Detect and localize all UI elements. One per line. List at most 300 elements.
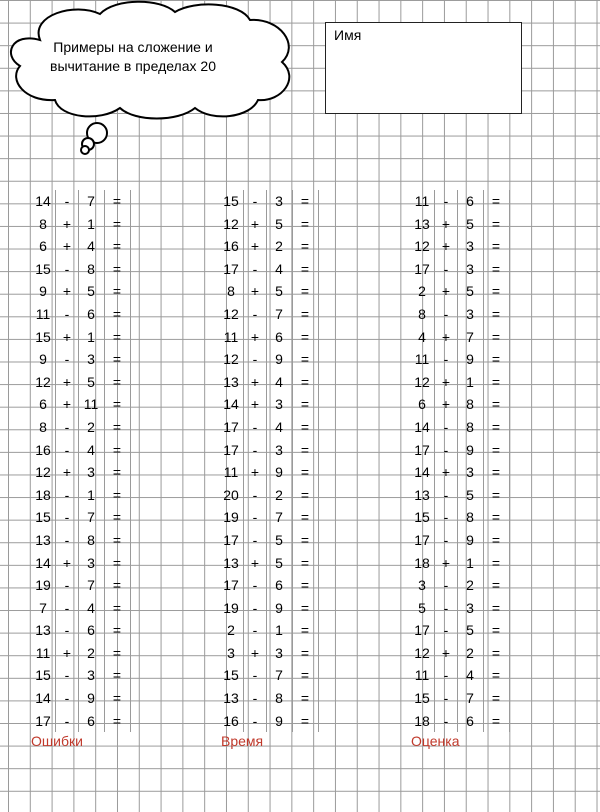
equals-sign: =: [300, 531, 310, 548]
equals-sign: =: [300, 667, 310, 684]
operand-a: 18: [414, 554, 430, 571]
operand-b: 7: [87, 193, 95, 209]
operator: -: [443, 509, 449, 526]
grid-line: [318, 190, 319, 213]
operator: -: [443, 712, 449, 729]
grid-line: [483, 642, 484, 665]
grid-line: [243, 416, 244, 439]
grid-line: [292, 258, 293, 281]
grid-line: [483, 461, 484, 484]
operand-b: 3: [87, 667, 95, 684]
operator: -: [252, 690, 258, 707]
grid-line: [55, 552, 56, 575]
operand-a: 6: [418, 396, 426, 413]
grid-line: [104, 213, 105, 236]
grid-line: [130, 393, 131, 416]
grid-line: [509, 190, 510, 213]
grid-line: [55, 619, 56, 642]
operand-a: 4: [418, 328, 426, 345]
operand-a: 2: [418, 283, 426, 300]
operand-b: 4: [87, 441, 95, 458]
operator: -: [64, 667, 70, 684]
operand-b: 5: [466, 622, 474, 639]
operator: +: [441, 644, 451, 661]
equals-sign: =: [491, 486, 501, 503]
grid-line: [434, 416, 435, 439]
grid-line: [434, 664, 435, 687]
operand-b: 4: [275, 373, 283, 390]
operator: +: [62, 328, 72, 345]
equals-sign: =: [112, 283, 122, 300]
grid-line: [292, 190, 293, 213]
equals-sign: =: [491, 283, 501, 300]
operand-a: 11: [414, 667, 430, 684]
grid-line: [243, 552, 244, 575]
grid-line: [55, 439, 56, 462]
operator: +: [441, 464, 451, 481]
grid-line: [434, 235, 435, 258]
grid-line: [292, 642, 293, 665]
operator: +: [62, 373, 72, 390]
equals-sign: =: [491, 305, 501, 322]
grid-line: [483, 506, 484, 529]
operator: +: [250, 215, 260, 232]
grid-line: [130, 484, 131, 507]
operand-b: 9: [87, 690, 95, 707]
grid-line: [318, 664, 319, 687]
grid-line: [243, 371, 244, 394]
grid-line: [483, 687, 484, 710]
grid-line: [130, 597, 131, 620]
grid-line: [243, 484, 244, 507]
grid-line: [318, 280, 319, 303]
grid-line: [318, 416, 319, 439]
grid-line: [483, 393, 484, 416]
grid-line: [55, 235, 56, 258]
equals-sign: =: [491, 531, 501, 548]
operator: -: [443, 260, 449, 277]
grid-line: [55, 506, 56, 529]
operand-a: 12: [414, 238, 430, 255]
grid-line: [55, 280, 56, 303]
operand-a: 15: [35, 260, 51, 277]
operand-b: 6: [87, 712, 95, 729]
grid-line: [509, 461, 510, 484]
operator: -: [443, 622, 449, 639]
grid-line: [104, 258, 105, 281]
grid-line: [434, 506, 435, 529]
equals-sign: =: [491, 644, 501, 661]
operand-b: 3: [466, 260, 474, 277]
grid-line: [509, 710, 510, 733]
operator: -: [443, 531, 449, 548]
operand-a: 14: [35, 554, 51, 571]
grid-line: [243, 439, 244, 462]
operator: -: [443, 486, 449, 503]
grid-line: [104, 235, 105, 258]
grid-line: [104, 416, 105, 439]
grid-line: [509, 371, 510, 394]
equals-sign: =: [300, 712, 310, 729]
operator: -: [252, 712, 258, 729]
grid-line: [104, 642, 105, 665]
grid-line: [104, 687, 105, 710]
grid-line: [104, 461, 105, 484]
grid-line: [55, 348, 56, 371]
operand-a: 14: [414, 464, 430, 481]
operand-b: 1: [466, 373, 474, 390]
grid-line: [104, 484, 105, 507]
grid-line: [130, 190, 131, 213]
operand-a: 13: [414, 215, 430, 232]
operand-b: 7: [275, 305, 283, 322]
operand-b: 1: [87, 328, 95, 345]
operator: +: [441, 215, 451, 232]
operand-a: 20: [223, 486, 239, 503]
operator: -: [443, 193, 449, 209]
grid-line: [318, 529, 319, 552]
grid-line: [130, 348, 131, 371]
operand-b: 4: [87, 599, 95, 616]
grid-line: [434, 326, 435, 349]
grid-line: [483, 371, 484, 394]
grid-line: [434, 484, 435, 507]
operand-b: 7: [466, 328, 474, 345]
operator: -: [252, 305, 258, 322]
operand-b: 1: [87, 486, 95, 503]
equals-sign: =: [112, 396, 122, 413]
equals-sign: =: [300, 644, 310, 661]
operator: +: [441, 554, 451, 571]
operand-b: 4: [87, 238, 95, 255]
grid-line: [243, 687, 244, 710]
operator: -: [64, 260, 70, 277]
operator: +: [250, 238, 260, 255]
operator: -: [64, 531, 70, 548]
grid-line: [434, 529, 435, 552]
grid-line: [318, 439, 319, 462]
operand-b: 3: [87, 554, 95, 571]
equals-sign: =: [300, 418, 310, 435]
grid-line: [130, 506, 131, 529]
operand-a: 15: [414, 509, 430, 526]
operand-b: 3: [275, 193, 283, 209]
grid-line: [483, 416, 484, 439]
grid-line: [434, 280, 435, 303]
grid-line: [292, 552, 293, 575]
operand-b: 3: [87, 351, 95, 368]
operand-a: 14: [35, 193, 51, 209]
grid-line: [509, 393, 510, 416]
grid-line: [104, 280, 105, 303]
equals-sign: =: [112, 712, 122, 729]
grid-line: [292, 371, 293, 394]
grid-line: [509, 687, 510, 710]
grid-line: [292, 235, 293, 258]
grid-line: [318, 710, 319, 733]
operator: -: [64, 622, 70, 639]
grid-line: [243, 303, 244, 326]
equals-sign: =: [112, 441, 122, 458]
grid-line: [243, 642, 244, 665]
operand-b: 9: [466, 531, 474, 548]
grid-line: [292, 529, 293, 552]
operand-a: 11: [35, 644, 51, 661]
operand-b: 3: [275, 441, 283, 458]
grid-line: [318, 687, 319, 710]
name-box: [325, 22, 522, 114]
operand-a: 14: [35, 690, 51, 707]
equals-sign: =: [491, 328, 501, 345]
equals-sign: =: [112, 690, 122, 707]
operand-a: 17: [223, 531, 239, 548]
operand-b: 2: [275, 238, 283, 255]
equals-sign: =: [300, 328, 310, 345]
operator: -: [443, 667, 449, 684]
grid-line: [292, 484, 293, 507]
grid-line: [434, 371, 435, 394]
operand-a: 6: [39, 396, 47, 413]
operand-a: 11: [223, 464, 239, 481]
equals-sign: =: [491, 464, 501, 481]
errors-label: Ошибки: [31, 733, 83, 749]
operator: -: [64, 441, 70, 458]
operator: +: [62, 464, 72, 481]
operand-a: 17: [223, 260, 239, 277]
operator: -: [252, 509, 258, 526]
operand-b: 8: [466, 509, 474, 526]
operand-a: 9: [39, 351, 47, 368]
grid-line: [434, 393, 435, 416]
grid-line: [318, 393, 319, 416]
operator: -: [252, 622, 258, 639]
grid-line: [104, 619, 105, 642]
grid-line: [509, 280, 510, 303]
grid-line: [292, 439, 293, 462]
grid-line: [292, 326, 293, 349]
grid-line: [130, 213, 131, 236]
operator: -: [252, 418, 258, 435]
grid-line: [318, 574, 319, 597]
equals-sign: =: [300, 690, 310, 707]
grid-line: [318, 552, 319, 575]
operator: +: [441, 238, 451, 255]
equals-sign: =: [491, 396, 501, 413]
grid-line: [243, 597, 244, 620]
grid-line: [130, 574, 131, 597]
grid-line: [509, 439, 510, 462]
grid-line: [243, 529, 244, 552]
grid-line: [318, 371, 319, 394]
grid-line: [292, 213, 293, 236]
grid-line: [434, 619, 435, 642]
grid-line: [130, 710, 131, 733]
operator: -: [252, 577, 258, 594]
grid-line: [104, 190, 105, 213]
operand-b: 6: [87, 622, 95, 639]
operand-a: 8: [418, 305, 426, 322]
grid-line: [292, 280, 293, 303]
equals-sign: =: [112, 531, 122, 548]
operand-b: 4: [466, 667, 474, 684]
operator: -: [64, 577, 70, 594]
grid-line: [243, 280, 244, 303]
operator: -: [443, 441, 449, 458]
operand-a: 3: [227, 644, 235, 661]
grid-line: [243, 258, 244, 281]
grid-line: [434, 439, 435, 462]
operand-a: 15: [223, 193, 239, 209]
operand-a: 11: [223, 328, 239, 345]
operator: +: [250, 283, 260, 300]
grid-line: [292, 348, 293, 371]
grid-line: [318, 619, 319, 642]
grid-line: [483, 280, 484, 303]
operator: -: [443, 305, 449, 322]
equals-sign: =: [491, 509, 501, 526]
operand-b: 11: [83, 396, 99, 413]
equals-sign: =: [300, 283, 310, 300]
operand-a: 11: [414, 351, 430, 368]
grid-line: [434, 597, 435, 620]
operand-a: 13: [223, 373, 239, 390]
operand-a: 19: [35, 577, 51, 594]
grid-line: [243, 213, 244, 236]
grid-line: [509, 258, 510, 281]
grid-line: [104, 303, 105, 326]
operator: +: [441, 396, 451, 413]
operand-a: 15: [35, 328, 51, 345]
operator: +: [441, 328, 451, 345]
operand-a: 15: [35, 667, 51, 684]
grid-line: [104, 574, 105, 597]
grid-line: [55, 574, 56, 597]
operand-b: 6: [466, 712, 474, 729]
grid-line: [243, 190, 244, 213]
operand-b: 5: [275, 215, 283, 232]
grid-line: [292, 506, 293, 529]
grid-line: [509, 574, 510, 597]
operand-a: 6: [39, 238, 47, 255]
operand-b: 9: [275, 464, 283, 481]
grid-line: [104, 710, 105, 733]
operator: -: [64, 486, 70, 503]
operand-b: 3: [466, 599, 474, 616]
operand-a: 9: [39, 283, 47, 300]
grid-line: [243, 461, 244, 484]
operand-b: 7: [87, 577, 95, 594]
name-label: Имя: [334, 27, 362, 43]
equals-sign: =: [112, 418, 122, 435]
equals-sign: =: [491, 193, 501, 209]
equals-sign: =: [112, 554, 122, 571]
operand-a: 8: [227, 283, 235, 300]
operand-b: 5: [87, 283, 95, 300]
operator: -: [64, 690, 70, 707]
grid-line: [104, 597, 105, 620]
grid-line: [104, 552, 105, 575]
operand-b: 9: [466, 351, 474, 368]
grid-line: [130, 303, 131, 326]
operator: -: [64, 193, 70, 209]
operand-b: 1: [87, 215, 95, 232]
grid-line: [318, 348, 319, 371]
grid-line: [130, 371, 131, 394]
equals-sign: =: [112, 599, 122, 616]
operand-b: 4: [275, 260, 283, 277]
grid-line: [130, 439, 131, 462]
grid-line: [483, 235, 484, 258]
operand-a: 12: [35, 464, 51, 481]
operand-b: 2: [466, 644, 474, 661]
operand-b: 7: [275, 509, 283, 526]
grid-line: [292, 461, 293, 484]
operator: -: [252, 441, 258, 458]
operand-b: 8: [87, 531, 95, 548]
grid-line: [483, 258, 484, 281]
equals-sign: =: [300, 215, 310, 232]
operand-b: 9: [275, 351, 283, 368]
grid-line: [509, 552, 510, 575]
equals-sign: =: [491, 622, 501, 639]
grid-line: [55, 190, 56, 213]
operator: -: [443, 599, 449, 616]
operator: +: [250, 373, 260, 390]
grid-line: [318, 213, 319, 236]
grid-line: [509, 529, 510, 552]
grid-line: [483, 326, 484, 349]
grid-line: [483, 303, 484, 326]
equals-sign: =: [491, 418, 501, 435]
operator: +: [62, 644, 72, 661]
equals-sign: =: [112, 238, 122, 255]
grid-line: [292, 303, 293, 326]
grid-line: [509, 235, 510, 258]
operator: +: [250, 644, 260, 661]
operand-b: 1: [275, 622, 283, 639]
operand-b: 9: [466, 441, 474, 458]
operand-a: 8: [39, 418, 47, 435]
grid-line: [509, 213, 510, 236]
grid-line: [483, 664, 484, 687]
grid-line: [292, 597, 293, 620]
grid-line: [130, 235, 131, 258]
operand-a: 13: [414, 486, 430, 503]
equals-sign: =: [491, 260, 501, 277]
grid-line: [434, 190, 435, 213]
equals-sign: =: [112, 509, 122, 526]
equals-sign: =: [300, 622, 310, 639]
operand-a: 17: [414, 531, 430, 548]
operand-a: 13: [223, 690, 239, 707]
grid-line: [509, 484, 510, 507]
grid-line: [55, 213, 56, 236]
grid-line: [509, 506, 510, 529]
equals-sign: =: [491, 351, 501, 368]
grid-line: [243, 710, 244, 733]
grid-line: [130, 664, 131, 687]
operand-b: 5: [275, 283, 283, 300]
equals-sign: =: [491, 373, 501, 390]
equals-sign: =: [300, 373, 310, 390]
grid-line: [483, 619, 484, 642]
operand-a: 17: [414, 441, 430, 458]
operand-b: 8: [275, 690, 283, 707]
grid-line: [243, 326, 244, 349]
equals-sign: =: [112, 644, 122, 661]
operand-a: 12: [223, 305, 239, 322]
operand-a: 12: [223, 351, 239, 368]
